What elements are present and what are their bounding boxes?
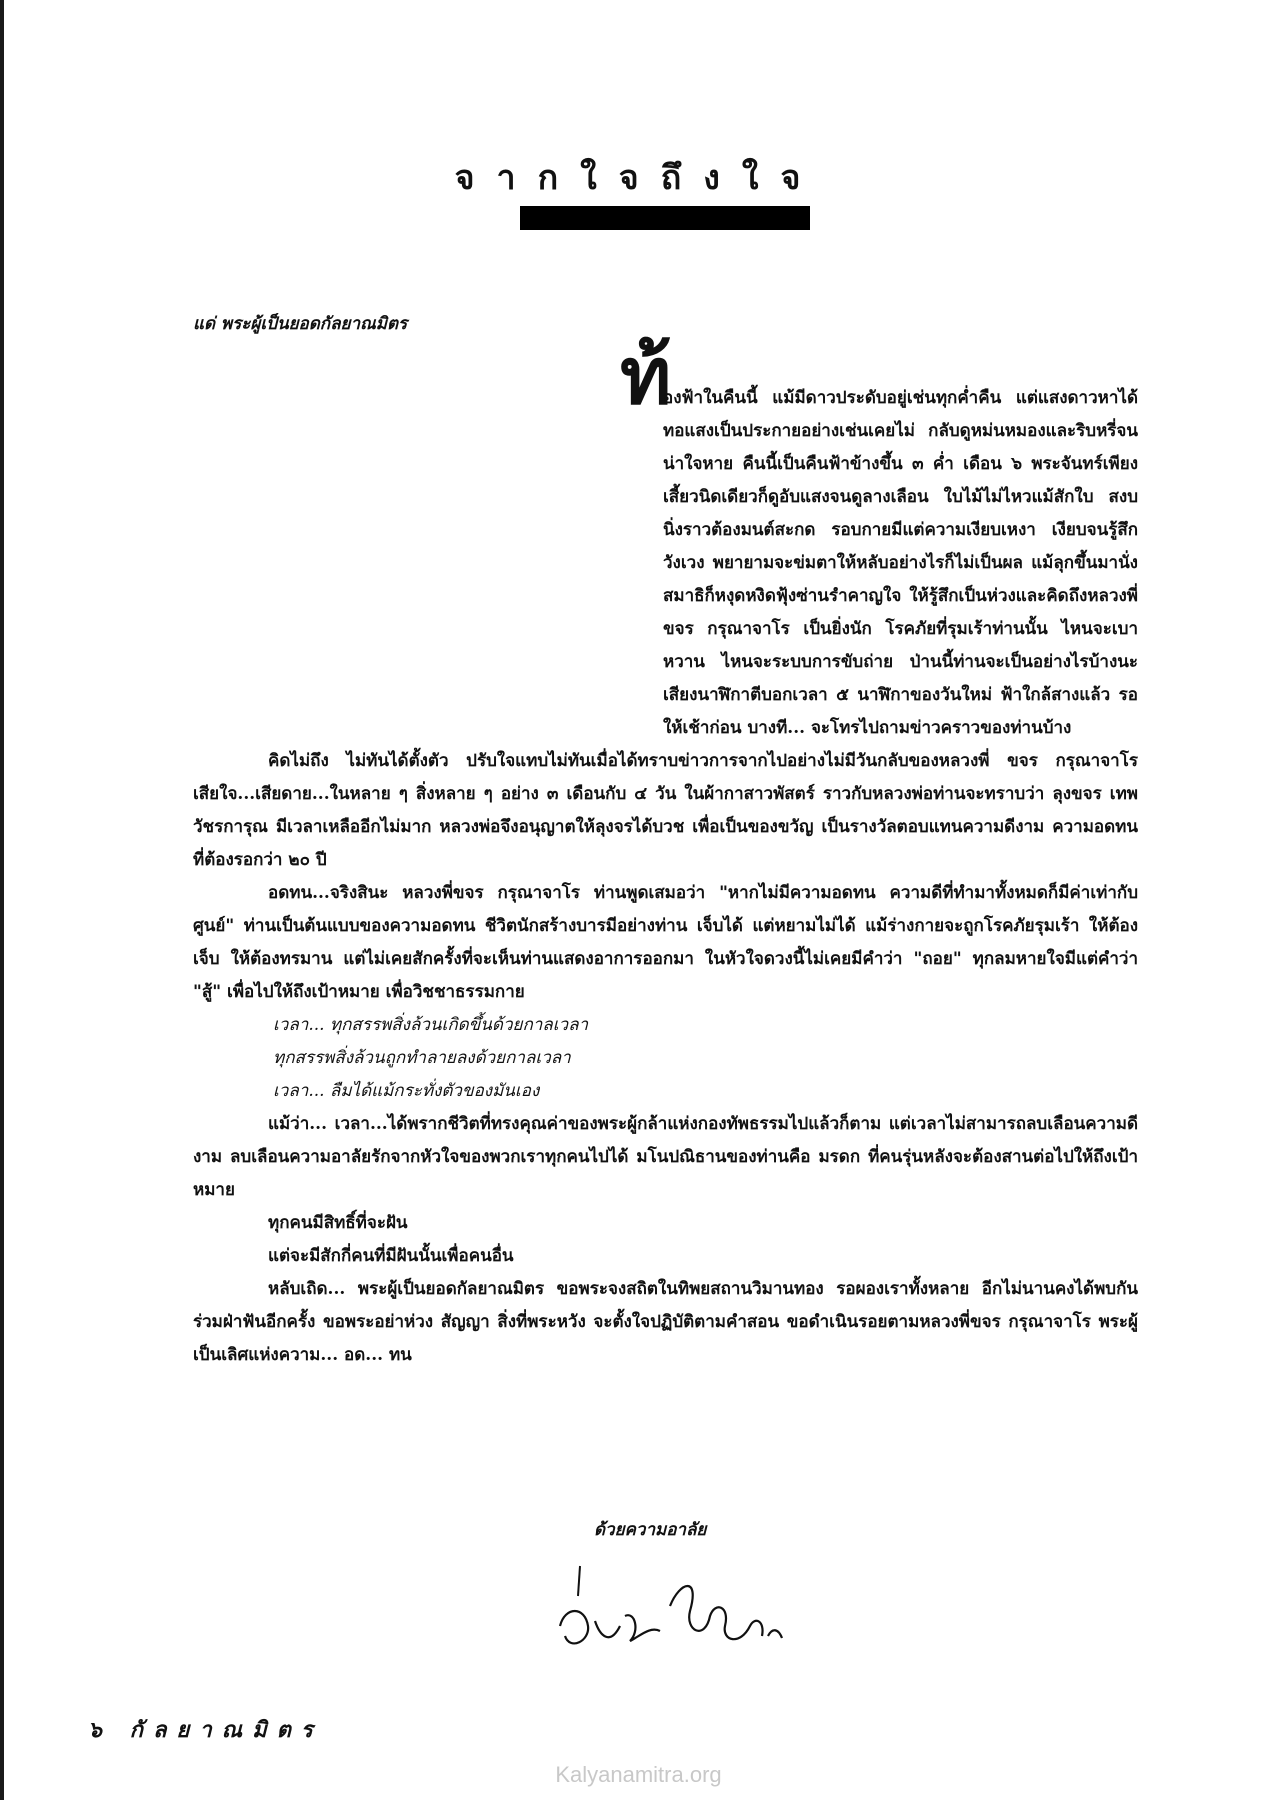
page-title: จากใจถึงใจ xyxy=(454,158,823,198)
handwritten-signature xyxy=(540,1556,800,1670)
paragraph-5: หลับเถิด... พระผู้เป็นยอดกัลยาณมิตร ขอพระจงสถิตในทิพยสถานวิมานทอง รอผองเราทั้งหลาย อีกไม่นานคงได้พบกัน ร่วมฝ่าฟันอีกครั้ง ขอพระอย่าห่วง สัญญา สิ่งที่พระหวัง จะตั้งใจปฏิบัติตามคำสอน ขอดำเนินรอยตามหลวงพี่ขจร กรุณาจาโร พระผู้เป็นเลิศแห่งความ... อด... ทน xyxy=(193,1279,1138,1365)
closing-line: ด้วยความอาลัย xyxy=(594,1520,707,1540)
redaction-bar xyxy=(520,206,810,230)
quote-line-2: แต่จะมีสักกี่คนที่มีฝันนั้นเพื่อคนอื่น xyxy=(268,1246,514,1266)
paragraph-1: องฟ้าในคืนนี้ แม้มีดาวประดับอยู่เช่นทุกค่ำคืน แต่แสงดาวหาได้ทอแสงเป็นประกายอย่างเช่นเคยไม่ กลับดูหม่นหมองและริบหรี่จนน่าใจหาย คืนนี้เป็นคืนฟ้าข้างขึ้น ๓ ค่ำ เดือน ๖ พระจันทร์เพียงเสี้ยวนิดเดียวก็ดูอับแสงจนดูลางเลือน ใบไม้ไม่ไหวแม้สักใบ สงบนิ่งราวต้องมนต์สะกด รอบกายมีแต่ความเงียบเหงา เงียบจนรู้สึกวังเวง พยายามจะข่มตาให้หลับอย่างไรก็ไม่เป็นผล แม้ลุกขึ้นมานั่งสมาธิก็หงุดหงิดฟุ้งซ่านรำคาญใจ ให้รู้สึกเป็นห่วงและคิดถึงหลวงพี่ขจร กรุณาจาโร เป็นยิ่งนัก โรคภัยที่รุมเร้าท่านนั้น ไหนจะเบาหวาน ไหนจะระบบการขับถ่าย ป่านนี้ท่านจะเป็นอย่างไรบ้างนะ เสียงนาฬิกาตีบอกเวลา ๕ นาฬิกาของวันใหม่ ฟ้าใกล้สางแล้ว รอให้เช้าก่อน บางที... จะโทรไปถามข่าวคราวของท่านบ้าง xyxy=(663,388,1138,738)
salutation: แด่ พระผู้เป็นยอดกัลยาณมิตร xyxy=(193,314,408,334)
paragraph-2: คิดไม่ถึง ไม่ทันได้ตั้งตัว ปรับใจแทบไม่ทันเมื่อได้ทราบข่าวการจากไปอย่างไม่มีวันกลับของหลวงพี่ ขจร กรุณาจาโร เสียใจ...เสียดาย...ในหลาย ๆ สิ่งหลาย ๆ อย่าง ๓ เดือนกับ ๔ วัน ในผ้ากาสาวพัสตร์ ราวกับหลวงพ่อท่านจะทราบว่า ลุงขจร เทพวัชรการุณ มีเวลาเหลืออีกไม่มาก หลวงพ่อจึงอนุญาตให้ลุงจรได้บวช เพื่อเป็นของขวัญ เป็นรางวัลตอบแทนความดีงาม ความอดทนที่ต้องรอกว่า ๒๐ ปี xyxy=(193,751,1138,870)
paragraph-4: แม้ว่า... เวลา...ได้พรากชีวิตที่ทรงคุณค่าของพระผู้กล้าแห่งกองทัพธรรมไปแล้วก็ตาม แต่เวลาไม่สามารถลบเลือนความดีงาม ลบเลือนความอาลัยรักจากหัวใจของพวกเราทุกคนไปได้ มโนปณิธานของท่านคือ มรดก ที่คนรุ่นหลังจะต้องสานต่อไปให้ถึงเป้าหมาย xyxy=(193,1114,1138,1200)
poem-line-1: เวลา... ทุกสรรพสิ่งล้วนเกิดขึ้นด้วยกาลเวลา xyxy=(273,1015,589,1035)
quote-line-1: ทุกคนมีสิทธิ์ที่จะฝัน xyxy=(268,1213,408,1233)
watermark: Kalyanamitra.org xyxy=(555,1762,722,1787)
drop-cap: ท้ xyxy=(620,331,672,422)
letter-body xyxy=(193,382,1138,1372)
poem-line-2: ทุกสรรพสิ่งล้วนถูกทำลายลงด้วยกาลเวลา xyxy=(273,1048,571,1068)
page-edge xyxy=(0,0,4,1800)
paragraph-3: อดทน...จริงสินะ หลวงพี่ขจร กรุณาจาโร ท่านพูดเสมอว่า "หากไม่มีความอดทน ความดีที่ทำมาทั้งหมดก็มีค่าเท่ากับศูนย์" ท่านเป็นต้นแบบของความอดทน ชีวิตนักสร้างบารมีอย่างท่าน เจ็บได้ แต่หยามไม่ได้ แม้ร่างกายจะถูกโรคภัยรุมเร้า ให้ต้องเจ็บ ให้ต้องทรมาน แต่ไม่เคยสักครั้งที่จะเห็นท่านแสดงอาการออกมา ในหัวใจดวงนี้ไม่เคยมีคำว่า "ถอย" ทุกลมหายใจมีแต่คำว่า "สู้" เพื่อไปให้ถึงเป้าหมาย เพื่อวิชชาธรรมกาย xyxy=(193,883,1138,1002)
page-footer: ๖ กัลยาณมิตร xyxy=(88,1717,323,1743)
poem-line-3: เวลา... ลืมได้แม้กระทั่งตัวของมันเอง xyxy=(273,1081,540,1101)
